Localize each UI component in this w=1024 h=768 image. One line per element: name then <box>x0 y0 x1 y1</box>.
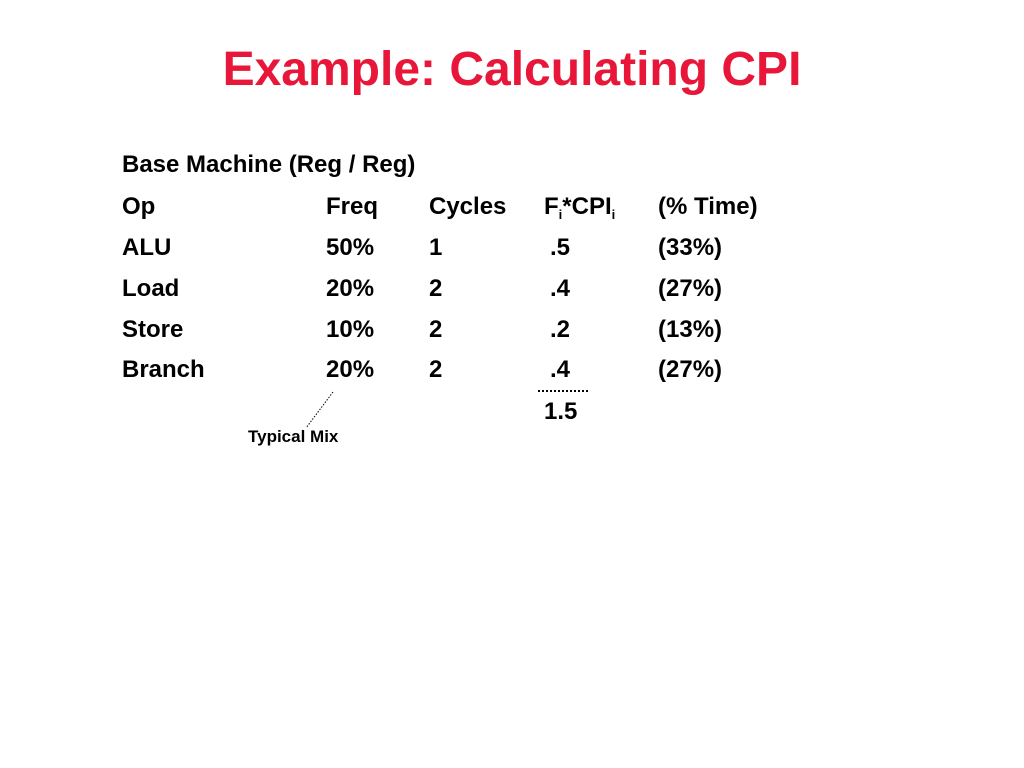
header-freq: Freq <box>326 193 379 220</box>
header-f-subscript: i <box>558 207 563 222</box>
slide-title: Example: Calculating CPI <box>222 43 802 96</box>
header-op: Op <box>122 193 156 220</box>
row-time: (33%) <box>658 234 723 261</box>
row-cycles: 1 <box>429 234 443 261</box>
header-cpi: *CPI <box>562 193 612 220</box>
row-cycles: 2 <box>429 275 443 302</box>
row-cycles: 2 <box>429 316 443 343</box>
row-op: ALU <box>122 234 172 261</box>
row-product: .2 <box>550 316 571 343</box>
row-op: Store <box>122 316 184 343</box>
row-product: .4 <box>550 275 571 302</box>
row-op: Load <box>122 275 180 302</box>
header-cycles: Cycles <box>429 193 507 220</box>
row-freq: 20% <box>326 275 375 302</box>
row-product: .5 <box>550 234 571 261</box>
row-product: .4 <box>550 356 571 383</box>
row-time: (27%) <box>658 275 723 302</box>
row-freq: 50% <box>326 234 375 261</box>
row-time: (27%) <box>658 356 723 383</box>
header-cpi-subscript: i <box>611 207 616 222</box>
total-value: 1.5 <box>544 398 578 425</box>
table-heading: Base Machine (Reg / Reg) <box>122 151 416 178</box>
header-time: (% Time) <box>658 193 758 220</box>
row-op: Branch <box>122 356 205 383</box>
header-f: F <box>544 193 559 220</box>
row-freq: 20% <box>326 356 375 383</box>
row-time: (13%) <box>658 316 723 343</box>
row-freq: 10% <box>326 316 375 343</box>
annotation-typical-mix: Typical Mix <box>248 427 339 446</box>
row-cycles: 2 <box>429 356 443 383</box>
